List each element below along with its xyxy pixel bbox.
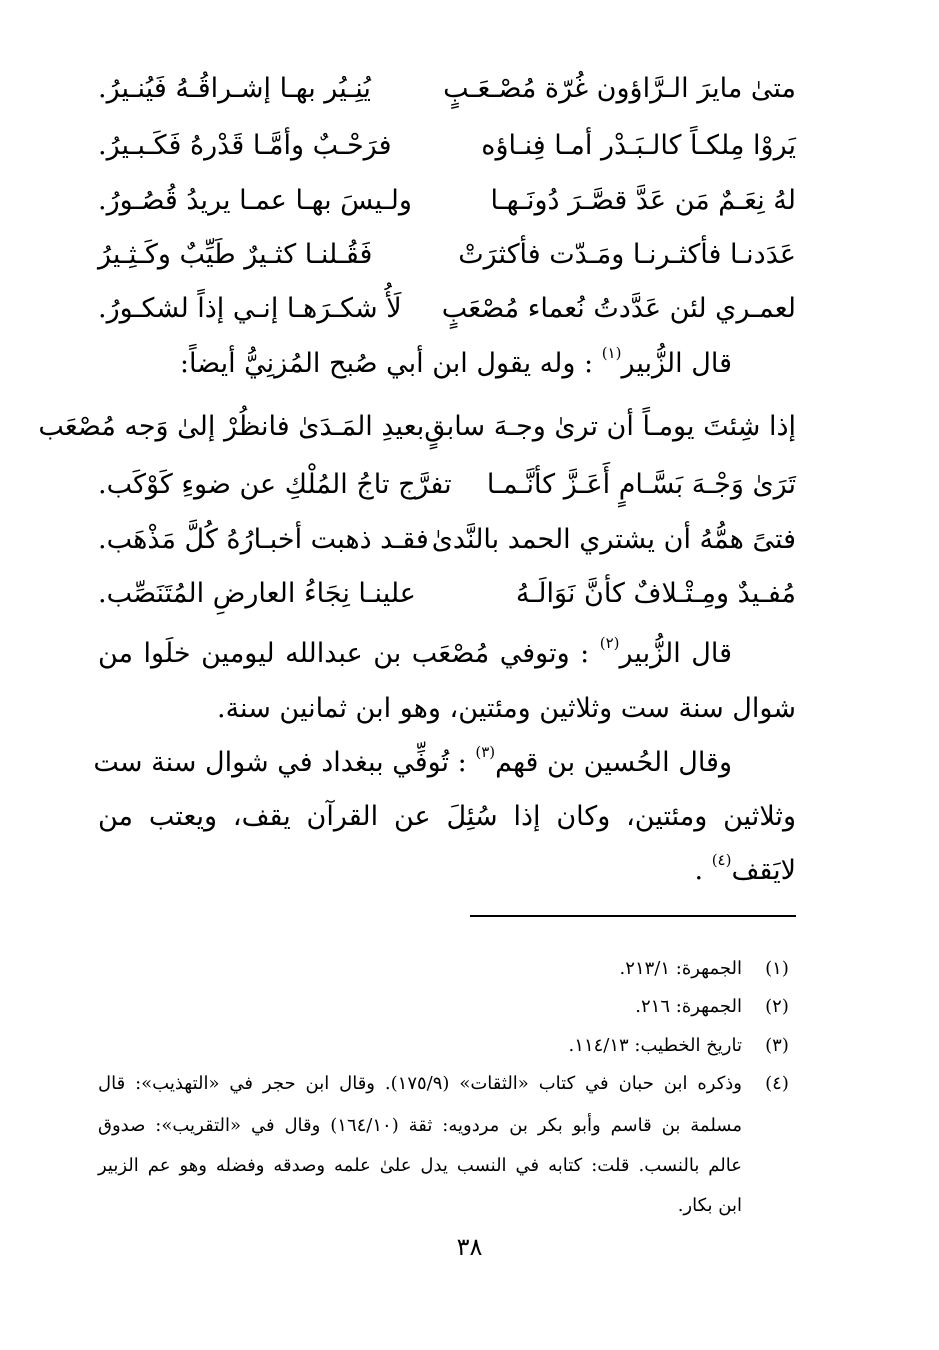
footnote-continuation: مسلمة بن قاسم وأبو بكر بن مردويه: ثقة (١٦٤/١٠) وقال في «التقريب»: صدوق — [98, 1115, 742, 1136]
footnote-number: (٤) — [765, 1073, 789, 1094]
intro-text-end: : وله يقول ابن أبي صُبح المُزنِيُّ أيضاً: — [179, 348, 602, 379]
footnote-text: الجمهرة: ٢١٣/١. — [619, 958, 742, 979]
verse-line — [98, 228, 796, 280]
page-number: ٣٨ — [456, 1233, 483, 1261]
verse-second-hemistich: تفرَّج تاجُ المُلْكِ عن ضوءِ كَوْكَب. — [98, 468, 452, 500]
verse-line — [98, 119, 796, 171]
verse-first-hemistich: لهُ نِعَـمٌ مَن عَدَّ قصَّـرَ دُونَـهـا — [490, 184, 796, 216]
verse-second-hemistich: فقـد ذهبت أخبـارُهُ كُلَّ مَذْهَب. — [98, 523, 429, 555]
footnote-number: (٢) — [765, 996, 789, 1017]
paragraph-text-end: : تُوفِّي ببغداد في شوال سنة ست — [93, 747, 476, 778]
verse-line — [98, 174, 796, 226]
footnote-continuation: عالم بالنسب. قلت: كتابه في النسب يدل علىٰ علمه وصدقه وفضله وهو عم الزبير — [98, 1155, 742, 1176]
verse-line — [38, 400, 796, 452]
verse-first-hemistich: يَروْا مِلكـاً كالـبَـدْر أمـا فِنـاؤه — [481, 129, 796, 161]
footnote-marker: (١) — [601, 344, 622, 362]
footnote-number: (٣) — [765, 1035, 789, 1056]
paragraph-line — [98, 627, 732, 680]
verse-first-hemistich: فتىً همُّهُ أن يشتري الحمد بالنَّدىٰ — [431, 523, 796, 555]
footnote-marker: (٣) — [475, 743, 496, 761]
verse-line — [98, 62, 796, 114]
verse-line — [98, 282, 796, 334]
paragraph-text-end: : وتوفي مُصْعَب بن عبدالله ليومين خلَوا من — [98, 638, 600, 669]
footnote-number: (١) — [765, 958, 789, 979]
paragraph-line: شوال سنة ست وثلاثين ومئتين، وهو ابن ثمانين سنة. — [216, 693, 796, 724]
footnote-marker: (٢) — [599, 634, 620, 652]
verse-first-hemistich: عَدَدنـا فأكثـرنـا ومَـدّت فأكثرَتْ — [458, 238, 796, 270]
paragraph-text-start: وقال الحُسين بن قهم — [495, 747, 732, 778]
paragraph-text-start: لايَقف — [731, 855, 796, 886]
verse-line — [98, 458, 796, 510]
footnote-text: تاريخ الخطيب: ١١٤/١٣. — [568, 1035, 742, 1056]
verse-first-hemistich: متىٰ مايرَ الـرَّاؤون غُرّة مُصْـعَـبٍ — [443, 72, 796, 104]
footnote-marker: (٤) — [711, 851, 732, 869]
verse-second-hemistich: بعيدِ المَـدَىٰ فانظُرْ إلىٰ وَجه مُصْعَب — [38, 410, 425, 442]
footnote-text: وذكره ابن حبان في كتاب «الثقات» (١٧٥/٩). وقال ابن حجر في «التهذيب»: قال — [98, 1073, 742, 1094]
paragraph-line: وثلاثين ومئتين، وكان إذا سُئِلَ عن القرآن يقف، ويعتب من — [98, 801, 796, 832]
footnote-continuation: ابن بكار. — [677, 1195, 742, 1216]
paragraph-line — [98, 844, 796, 897]
verse-second-hemistich: علينـا نِجَاءُ العارضِ المُتَنَصِّب. — [98, 577, 416, 609]
verse-first-hemistich: لعمـري لئن عَدَّدتُ نُعماء مُصْعَبٍ — [441, 292, 796, 324]
verse-second-hemistich: ولـيسَ بهـا عمـا يريدُ قُصُـورُ. — [98, 184, 412, 216]
paragraph-text-start: قال الزُّبير — [619, 638, 732, 669]
footnote-separator — [470, 915, 796, 917]
verse-second-hemistich: فرَحْـبٌ وأمَّـا قَدْرهُ فَكَـبـيرُ. — [98, 129, 392, 161]
intro-text-start: قال الزُّبير — [621, 348, 732, 379]
verse-line — [98, 513, 796, 565]
verse-first-hemistich: مُفـيدٌ ومِـتْـلافٌ كأنَّ نَوَالَـهُ — [515, 577, 796, 609]
verse-second-hemistich: فَقُـلنـا كثـيرٌ طَيِّبٌ وكَـثِـيرُ — [98, 238, 373, 270]
paragraph-text-end: . — [694, 855, 712, 886]
footnote-text: الجمهرة: ٢١٦. — [635, 996, 742, 1017]
verse-first-hemistich: إذا شِئتَ يومـاً أن ترىٰ وجـهَ سابقٍ — [424, 410, 796, 442]
paragraph-line — [93, 736, 732, 789]
verse-line — [98, 567, 796, 619]
verse-first-hemistich: تَرَىٰ وَجْـهَ بَسَّـامٍ أَعَـزَّ كأنَّـمـا — [486, 468, 796, 500]
verse-second-hemistich: يُنِـيُر بهـا إشـراقُـهُ فَيُنـيرُ. — [98, 72, 371, 104]
verse-second-hemistich: لَأُ شكـرَهـا إنـي إذاً لشكـورُ. — [98, 292, 402, 324]
poem-intro-line — [98, 337, 732, 390]
